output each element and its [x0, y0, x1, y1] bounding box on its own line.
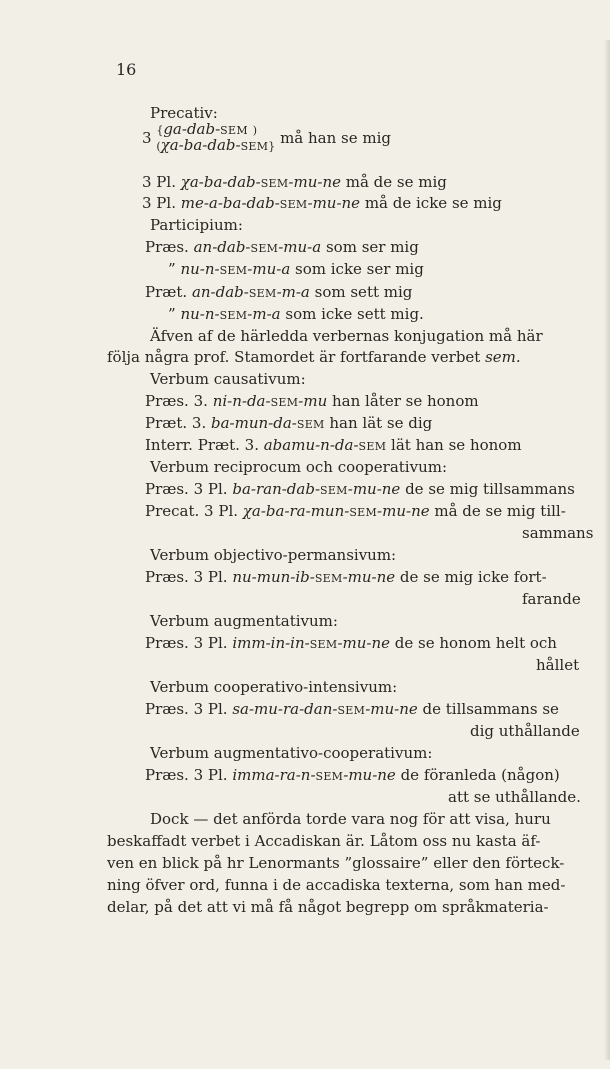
causativum-line-2: Præt. 3. ba-mun-da-SEM han lät se dig [145, 414, 433, 432]
prec-gloss: må han se mig [280, 128, 392, 147]
causativum-line-3: Interr. Præt. 3. abamu-n-da-SEM lät han se honom [145, 436, 522, 454]
paragraph-2-line-2: beskaffadt verbet i Accadiskan är. Låtom oss nu kasta äf- [107, 832, 541, 850]
heading-cooperativo-intensivum: Verbum cooperativo-intensivum: [150, 678, 398, 696]
coopint-line-1-cont: dig uthållande [470, 722, 580, 740]
paragraph-2-line-5: delar, på det att vi må få något begrepp om språkmateria- [107, 898, 549, 916]
heading-precativ: Precativ: [150, 104, 218, 122]
heading-causativum: Verbum causativum: [150, 370, 306, 388]
augmentativum-line-1-cont: hållet [536, 656, 580, 674]
participium-line-2: ” nu-n-SEM-mu-a som icke ser mig [168, 260, 424, 278]
augmentativum-line-1: Præs. 3 Pl. imm-in-in-SEM-mu-ne de se honom helt och [145, 634, 557, 652]
page-number: 16 [116, 60, 137, 79]
paragraph-1-line-1: Äfven af de härledda verbernas konjugation må här [150, 327, 543, 345]
heading-objectivo-permansivum: Verbum objectivo-permansivum: [150, 546, 397, 564]
prec-number: 3 [142, 128, 152, 147]
heading-reciprocum: Verbum reciprocum och cooperativum: [150, 458, 448, 476]
reciprocum-line-2-cont: sammans [522, 524, 594, 542]
paragraph-2-line-1: Dock — det anförda torde vara nog för att visa, huru [150, 810, 551, 828]
prec-stack [156, 122, 275, 154]
prec-form-b: (χa-ba-dab-SEM} [156, 136, 276, 154]
participium-line-3: Præt. an-dab-SEM-m-a som sett mig [145, 283, 413, 301]
prec-form-a: {ga-dab-SEM ) [156, 120, 257, 138]
coopint-line-1: Præs. 3 Pl. sa-mu-ra-dan-SEM-mu-ne de tillsammans se [145, 700, 559, 718]
participium-line-1: Præs. an-dab-SEM-mu-a som ser mig [145, 238, 419, 256]
causativum-line-1: Præs. 3. ni-n-da-SEM-mu han låter se honom [145, 392, 479, 410]
objperm-line-1: Præs. 3 Pl. nu-mun-ib-SEM-mu-ne de se mig icke fort- [145, 568, 547, 586]
heading-participium: Participium: [150, 216, 243, 234]
reciprocum-line-1: Præs. 3 Pl. ba-ran-dab-SEM-mu-ne de se mig tillsammans [145, 480, 575, 498]
precativ-stacked-forms [142, 122, 391, 154]
reciprocum-line-2: Precat. 3 Pl. χa-ba-ra-mun-SEM-mu-ne må de se mig till- [145, 502, 566, 520]
precativ-3pl-positive: 3 Pl. χa-ba-dab-SEM-mu-ne må de se mig [142, 173, 447, 191]
heading-augmentativo-cooperativum: Verbum augmentativo-cooperativum: [150, 744, 433, 762]
paragraph-1-line-2: följa några prof. Stamordet är fortfarande verbet sem. [107, 348, 521, 366]
paragraph-2-line-4: ning öfver ord, funna i de accadiska texterna, som han med- [107, 876, 566, 894]
objperm-line-1-cont: farande [522, 590, 581, 608]
page-edge-shadow [604, 40, 610, 1060]
precativ-3pl-negative: 3 Pl. me-a-ba-dab-SEM-mu-ne må de icke se mig [142, 194, 502, 212]
heading-augmentativum: Verbum augmentativum: [150, 612, 338, 630]
participium-line-4: ” nu-n-SEM-m-a som icke sett mig. [168, 305, 424, 323]
augcoop-line-1: Præs. 3 Pl. imma-ra-n-SEM-mu-ne de föranleda (någon) [145, 766, 560, 784]
paragraph-2-line-3: ven en blick på hr Lenormants ”glossaire” eller den förteck- [107, 854, 565, 872]
augcoop-line-1-cont: att se uthållande. [448, 788, 581, 806]
